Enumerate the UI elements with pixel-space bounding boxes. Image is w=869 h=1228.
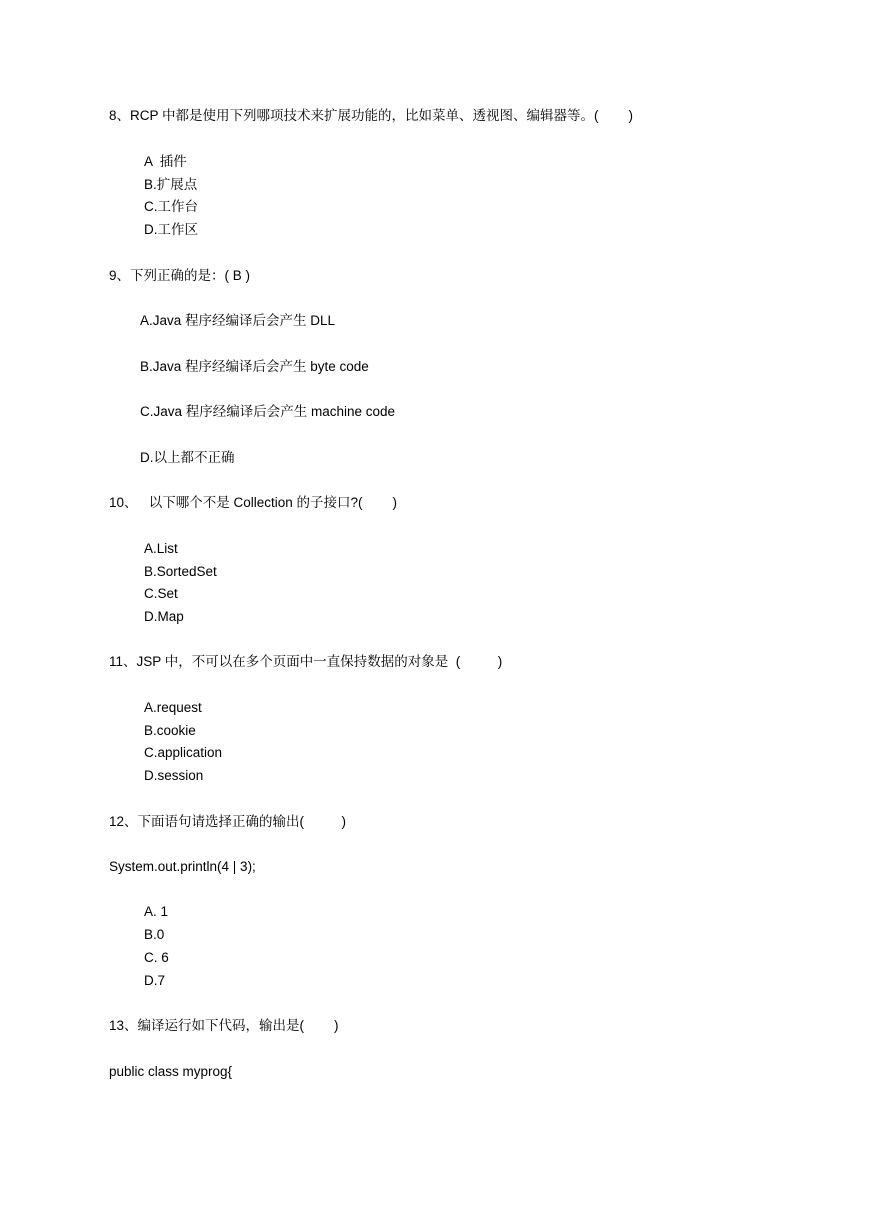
q8-option-c: C.工作台 (144, 199, 198, 214)
q11-option-a: A.request (144, 700, 202, 715)
q9-option-c: C.Java 程序经编译后会产生 machine code (140, 404, 396, 419)
q10-option-b: B.SortedSet (144, 564, 217, 579)
q12-option-a: A. 1 (144, 904, 169, 919)
q8-option-d: D.工作区 (144, 222, 198, 237)
q11-option-c: C.application (144, 745, 223, 760)
q10-option-a: A.List (144, 541, 178, 556)
question-9: 9、下列正确的是：( B ) (109, 268, 251, 283)
q9-option-b: B.Java 程序经编译后会产生 byte code (140, 359, 369, 374)
q8-option-a: A 插件 (144, 154, 187, 169)
q12-option-b: B.0 (144, 927, 165, 942)
q9-option-a: A.Java 程序经编译后会产生 DLL (140, 313, 336, 328)
question-13: 13、编译运行如下代码，输出是( ) (109, 1018, 339, 1033)
q10-option-d: D.Map (144, 609, 184, 624)
question-10: 10、 以下哪个不是 Collection 的子接口?( ) (109, 495, 398, 510)
question-12: 12、下面语句请选择正确的输出( ) (109, 814, 347, 829)
q13-code: public class myprog{ (109, 1064, 233, 1079)
q10-option-c: C.Set (144, 586, 178, 601)
q12-option-c: C. 6 (144, 950, 169, 965)
question-8: 8、RCP 中都是使用下列哪项技术来扩展功能的，比如菜单、透视图、编辑器等。( ) (109, 108, 634, 123)
q11-option-d: D.session (144, 768, 204, 783)
q12-code: System.out.println(4 | 3); (109, 859, 256, 874)
q11-option-b: B.cookie (144, 723, 196, 738)
question-11: 11、JSP 中，不可以在多个页面中一直保持数据的对象是 ( ) (109, 654, 503, 669)
q8-option-b: B.扩展点 (144, 177, 198, 192)
q9-option-d: D.以上都不正确 (140, 450, 235, 465)
q12-option-d: D.7 (144, 973, 166, 988)
